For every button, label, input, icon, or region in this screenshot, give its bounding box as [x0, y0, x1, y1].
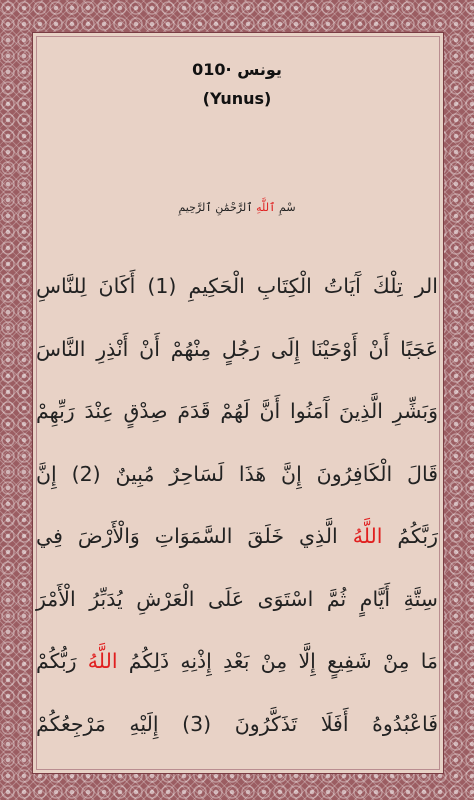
verse-text: فَاعْبُدُوهُ أَفَلَا تَذَكَّرُونَ (3) إِلَيْهِ مَرْجِعُكُمْ [36, 711, 438, 736]
verse-text: الر تِلْكَ آَيَاتُ الْكِتَابِ الْحَكِيمِ (1) أَكَانَ لِلنَّاسِ [36, 274, 438, 298]
allah-highlight: اللَّهُ [87, 649, 118, 673]
verses-text [36, 261, 438, 761]
verse-text: الَّذِي خَلَقَ السَّمَوَاتِ وَالْأَرْضَ فِي [36, 524, 353, 548]
verse-text: رَبُّكُمْ [36, 649, 88, 673]
basmala-text-start: سْمِ [275, 201, 296, 214]
verse-text: مَا مِنْ شَفِيعٍ إِلَّا مِنْ بَعْدِ إِذْنِهِ ذَلِكُمُ [117, 649, 438, 673]
basmala-allah: ٱللَّهِ [256, 201, 276, 214]
surah-header [0, 58, 474, 111]
verse-line [36, 449, 438, 512]
verse-line [36, 511, 438, 574]
verse-text: قَالَ الْكَافِرُونَ إِنَّ هَذَا لَسَاحِرٌ مُبِينٌ (2) إِنَّ [36, 461, 438, 486]
basmala [0, 201, 474, 214]
verse-text: عَجَبًا أَنْ أَوْحَيْنَا إِلَى رَجُلٍ مِنْهُمْ أَنْ أَنْذِرِ النَّاسَ [36, 336, 438, 361]
surah-title: يونس ·010 [192, 60, 282, 79]
allah-highlight: اللَّهُ [352, 524, 383, 548]
surah-subtitle: (Yunus) [202, 89, 272, 108]
verse-line [36, 386, 438, 449]
basmala-text-end: ٱلرَّحْمَٰنِ ٱلرَّحِيمِ [178, 201, 257, 214]
verse-line [36, 636, 438, 699]
verse-line [36, 699, 438, 762]
verse-line [36, 261, 438, 324]
verse-text: وَبَشِّرِ الَّذِينَ آَمَنُوا أَنَّ لَهُمْ قَدَمَ صِدْقٍ عِنْدَ رَبِّهِمْ [36, 399, 438, 423]
verse-text: رَبَّكُمُ [382, 524, 438, 548]
verse-text: سِتَّةِ أَيَّامٍ ثُمَّ اسْتَوَى عَلَى الْعَرْشِ يُدَبِّرُ الْأَمْرَ [36, 586, 438, 611]
verse-line [36, 324, 438, 387]
verse-line [36, 574, 438, 637]
